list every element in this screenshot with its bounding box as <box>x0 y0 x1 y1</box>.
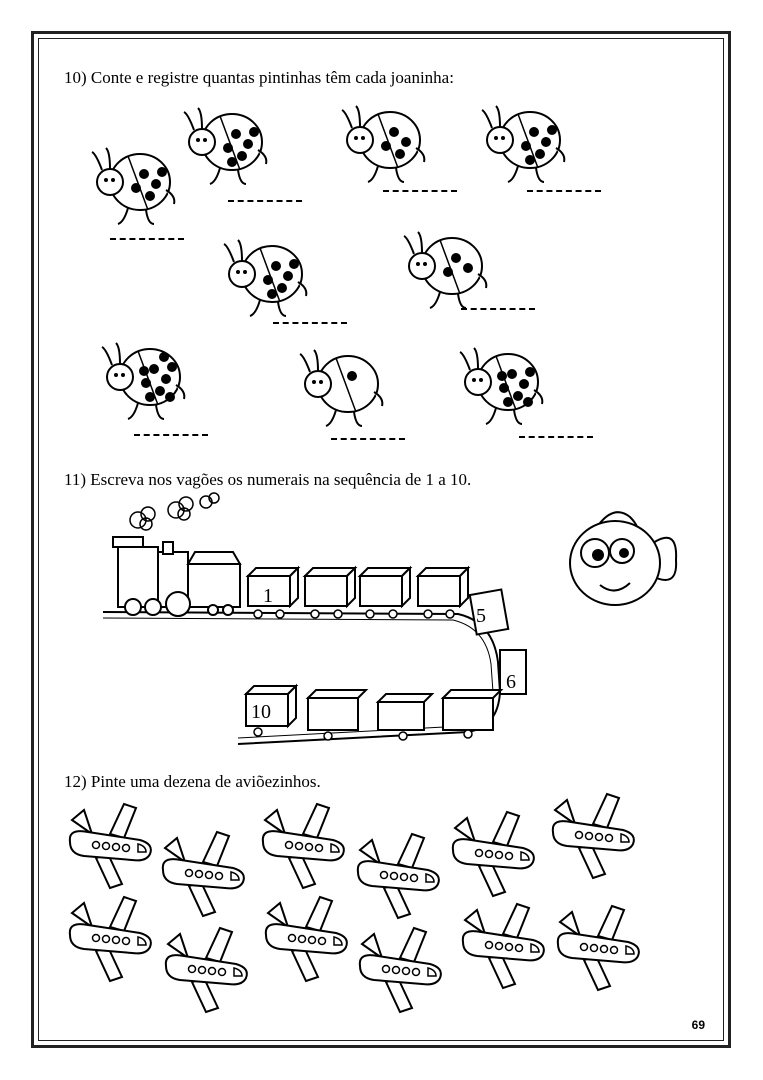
airplane-9[interactable] <box>258 893 353 985</box>
ladybug-dot <box>145 191 155 201</box>
ladybug-dot <box>155 386 165 396</box>
ladybug-answer-blank-3[interactable] <box>383 190 457 192</box>
ladybug-dot <box>401 137 411 147</box>
ladybug-dot <box>525 155 535 165</box>
airplane-12[interactable] <box>550 902 645 994</box>
ladybug-dot <box>513 391 523 401</box>
ladybug-dot <box>451 253 461 263</box>
ladybug-dot <box>381 141 391 151</box>
ladybug-dot <box>547 125 557 135</box>
ladybug-dot <box>395 149 405 159</box>
ladybug-dot <box>267 289 277 299</box>
ladybug-answer-blank-5[interactable] <box>273 322 347 324</box>
ladybug-dot <box>227 157 237 167</box>
ladybug-dot <box>165 392 175 402</box>
ladybug-5 <box>220 232 310 322</box>
airplane-10[interactable] <box>352 924 447 1016</box>
ladybug-dot <box>499 383 509 393</box>
ladybug-dot <box>249 127 259 137</box>
ladybug-dot <box>131 183 141 193</box>
ladybug-dot <box>151 179 161 189</box>
ladybug-dot <box>263 275 273 285</box>
ladybug-3 <box>338 98 428 188</box>
ladybug-dot <box>507 369 517 379</box>
ladybug-dot <box>389 127 399 137</box>
airplane-6[interactable] <box>545 790 640 882</box>
ladybug-dot <box>521 141 531 151</box>
ladybug-answer-blank-1[interactable] <box>110 238 184 240</box>
ladybug-dot <box>145 392 155 402</box>
ladybug-dot <box>139 366 149 376</box>
ladybug-answer-blank-6[interactable] <box>461 308 535 310</box>
ladybug-dot <box>503 397 513 407</box>
ladybug-dot <box>139 169 149 179</box>
page-number: 69 <box>691 1018 705 1032</box>
fish-illustration <box>560 505 680 615</box>
ladybug-dot <box>519 379 529 389</box>
ladybug-dot <box>161 374 171 384</box>
ladybug-dot <box>141 378 151 388</box>
ladybug-answer-blank-4[interactable] <box>527 190 601 192</box>
question-11-text: 11) Escreva nos vagões os numerais na sequência de 1 a 10. <box>64 470 472 489</box>
airplane-4[interactable] <box>350 830 445 922</box>
airplane-8[interactable] <box>158 924 253 1016</box>
airplane-2[interactable] <box>155 828 250 920</box>
ladybug-dot <box>271 261 281 271</box>
ladybug-dot <box>529 127 539 137</box>
ladybug-1 <box>88 140 178 230</box>
airplane-11[interactable] <box>455 900 550 992</box>
question-12-text: 12) Pinte uma dezena de aviõezinhos. <box>64 772 321 791</box>
ladybug-answer-blank-8[interactable] <box>331 438 405 440</box>
ladybug-dot <box>535 149 545 159</box>
ladybug-8 <box>296 342 386 432</box>
airplane-7[interactable] <box>62 893 157 985</box>
ladybug-dot <box>525 367 535 377</box>
ladybug-answer-blank-7[interactable] <box>134 434 208 436</box>
airplane-3[interactable] <box>255 800 350 892</box>
airplane-5[interactable] <box>445 808 540 900</box>
ladybug-dot <box>283 271 293 281</box>
airplane-1[interactable] <box>62 800 157 892</box>
ladybug-7 <box>98 335 188 425</box>
ladybug-dot <box>167 362 177 372</box>
ladybug-dot <box>443 267 453 277</box>
train-illustration <box>98 492 538 757</box>
ladybug-answer-blank-9[interactable] <box>519 436 593 438</box>
wagon-number-5: 5 <box>476 605 486 627</box>
ladybug-6 <box>400 224 490 314</box>
ladybug-dot <box>157 167 167 177</box>
ladybug-dot <box>523 397 533 407</box>
ladybug-9 <box>456 340 546 430</box>
wagon-number-6: 6 <box>506 671 516 693</box>
ladybug-dot <box>159 352 169 362</box>
ladybug-dot <box>231 129 241 139</box>
ladybug-dot <box>463 263 473 273</box>
ladybug-dot <box>243 139 253 149</box>
ladybug-dot <box>289 259 299 269</box>
ladybug-dot <box>223 143 233 153</box>
ladybug-dot <box>541 137 551 147</box>
ladybug-dot <box>149 364 159 374</box>
wagon-number-10: 10 <box>251 701 271 723</box>
ladybug-dot <box>277 283 287 293</box>
ladybug-2 <box>180 100 270 190</box>
ladybug-dot <box>237 151 247 161</box>
ladybug-answer-blank-2[interactable] <box>228 200 302 202</box>
question-10-text: 10) Conte e registre quantas pintinhas têm cada joaninha: <box>64 68 454 87</box>
wagon-number-1: 1 <box>263 585 273 607</box>
ladybug-dot <box>347 371 357 381</box>
ladybug-dot <box>497 371 507 381</box>
ladybug-4 <box>478 98 568 188</box>
